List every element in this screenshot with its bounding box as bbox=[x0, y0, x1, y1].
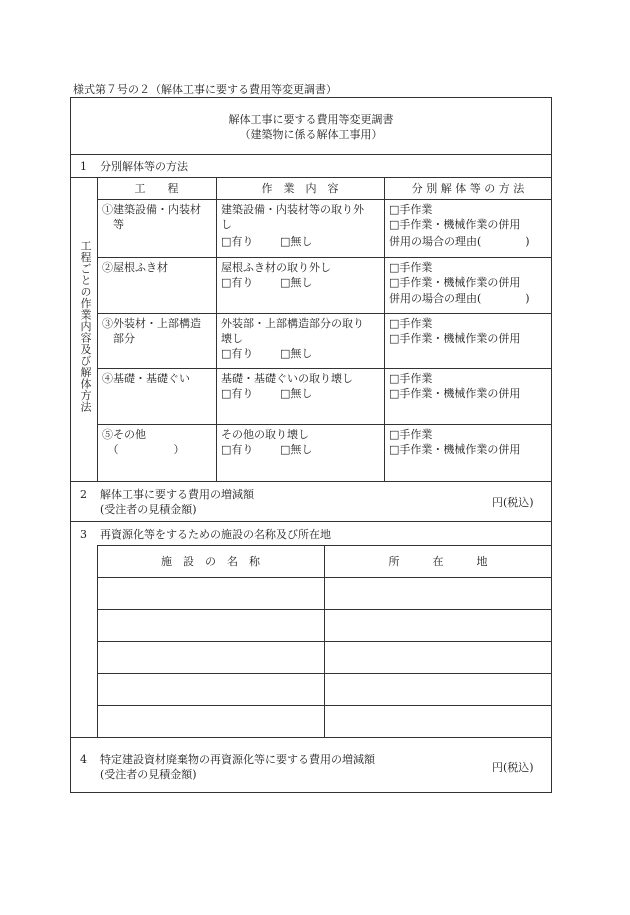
section4-heading: 特定建設資材廃棄物の再資源化等に要する費用の増減額 bbox=[100, 753, 375, 766]
header-method: 分 別 解 体 等 の 方 法 bbox=[411, 182, 525, 195]
row-4-process: ④基礎・基礎ぐい bbox=[102, 372, 190, 385]
section2-unit: 円(税込) bbox=[492, 496, 534, 509]
row-3-process-cont: 部分 bbox=[102, 332, 135, 345]
header-work: 作 業 内 容 bbox=[261, 182, 339, 195]
section2-subheading: (受注者の見積金額) bbox=[100, 503, 197, 516]
form-subtitle: （建築物に係る解体工事用） bbox=[239, 128, 383, 141]
divider-facility-left bbox=[97, 545, 98, 737]
divider-side-label bbox=[97, 177, 98, 481]
row-1-work: 建築設備・内装材等の取り外 bbox=[221, 203, 364, 216]
section4-unit: 円(税込) bbox=[492, 761, 534, 774]
header-facility-location: 所 在 地 bbox=[388, 555, 488, 568]
divider-section4 bbox=[70, 737, 552, 738]
row-4-method-combined[interactable]: □手作業・機械作業の併用 bbox=[389, 387, 521, 400]
row-2-reason: 併用の場合の理由( ) bbox=[389, 292, 530, 305]
row-2-checkbox-no[interactable]: □無し bbox=[280, 276, 313, 289]
divider-section2 bbox=[70, 481, 552, 482]
divider-facility-mid bbox=[324, 545, 325, 737]
row-4-work: 基礎・基礎ぐいの取り壊し bbox=[221, 372, 353, 385]
row-5-checkbox-no[interactable]: □無し bbox=[280, 443, 313, 456]
row-3-work-cont: 壊し bbox=[221, 332, 243, 345]
row-1-process-cont: 等 bbox=[102, 218, 124, 231]
row-3-work: 外装部・上部構造部分の取り bbox=[221, 317, 364, 330]
section4-number: 4 bbox=[80, 753, 87, 766]
section3-heading: 再資源化等をするための施設の名称及び所在地 bbox=[100, 528, 331, 541]
row-2-method-combined[interactable]: □手作業・機械作業の併用 bbox=[389, 276, 521, 289]
section2-heading: 解体工事に要する費用の増減額 bbox=[100, 488, 254, 501]
divider-section1-heading bbox=[70, 177, 552, 178]
row-3-checkbox-no[interactable]: □無し bbox=[280, 347, 313, 360]
section4-subheading: (受注者の見積金額) bbox=[100, 768, 197, 781]
divider-work-col bbox=[384, 177, 385, 481]
row-1-process: ①建築設備・内装材 bbox=[102, 203, 201, 216]
header-facility-name: 施 設 の 名 称 bbox=[161, 555, 260, 568]
row-2-method-manual[interactable]: □手作業 bbox=[389, 261, 433, 274]
row-5-process: ⑤その他 bbox=[102, 428, 146, 441]
row-5-method-combined[interactable]: □手作業・機械作業の併用 bbox=[389, 443, 521, 456]
row-5-work: その他の取り壊し bbox=[221, 428, 309, 441]
row-1-checkbox-yes[interactable]: □有り bbox=[221, 235, 254, 248]
row-3-method-combined[interactable]: □手作業・機械作業の併用 bbox=[389, 332, 521, 345]
row-2-checkbox-yes[interactable]: □有り bbox=[221, 276, 254, 289]
divider-row-4 bbox=[97, 424, 552, 425]
divider-title bbox=[70, 154, 552, 155]
divider-row-1 bbox=[97, 257, 552, 258]
divider-row-3 bbox=[97, 368, 552, 369]
row-1-checkbox-no[interactable]: □無し bbox=[280, 235, 313, 248]
section1-side-label: 工程ごとの作業内容及び解体方法 bbox=[79, 240, 92, 413]
row-5-method-manual[interactable]: □手作業 bbox=[389, 428, 433, 441]
row-1-reason: 併用の場合の理由( ) bbox=[389, 235, 530, 248]
row-4-method-manual[interactable]: □手作業 bbox=[389, 372, 433, 385]
section1-heading: 分別解体等の方法 bbox=[100, 160, 188, 173]
row-5-checkbox-yes[interactable]: □有り bbox=[221, 443, 254, 456]
row-3-method-manual[interactable]: □手作業 bbox=[389, 317, 433, 330]
row-4-checkbox-yes[interactable]: □有り bbox=[221, 387, 254, 400]
row-1-method-combined[interactable]: □手作業・機械作業の併用 bbox=[389, 218, 521, 231]
row-2-work: 屋根ふき材の取り外し bbox=[221, 261, 331, 274]
section1-number: 1 bbox=[80, 160, 87, 173]
divider-section3 bbox=[70, 521, 552, 522]
form-number-label: 様式第７号の２（解体工事に要する費用等変更調書） bbox=[73, 83, 337, 96]
divider-process-col bbox=[216, 177, 217, 481]
row-5-process-cont: （ ） bbox=[102, 443, 185, 456]
section2-number: 2 bbox=[80, 488, 87, 501]
row-2-process: ②屋根ふき材 bbox=[102, 261, 168, 274]
row-3-checkbox-yes[interactable]: □有り bbox=[221, 347, 254, 360]
row-1-method-manual[interactable]: □手作業 bbox=[389, 203, 433, 216]
section3-number: 3 bbox=[80, 528, 87, 541]
row-3-process: ③外装材・上部構造 bbox=[102, 317, 201, 330]
divider-row-2 bbox=[97, 313, 552, 314]
header-process: 工 程 bbox=[134, 182, 179, 195]
divider-table-header bbox=[97, 199, 552, 200]
row-1-work-cont: し bbox=[221, 218, 232, 231]
row-4-checkbox-no[interactable]: □無し bbox=[280, 387, 313, 400]
form-title: 解体工事に要する費用等変更調書 bbox=[228, 113, 394, 126]
